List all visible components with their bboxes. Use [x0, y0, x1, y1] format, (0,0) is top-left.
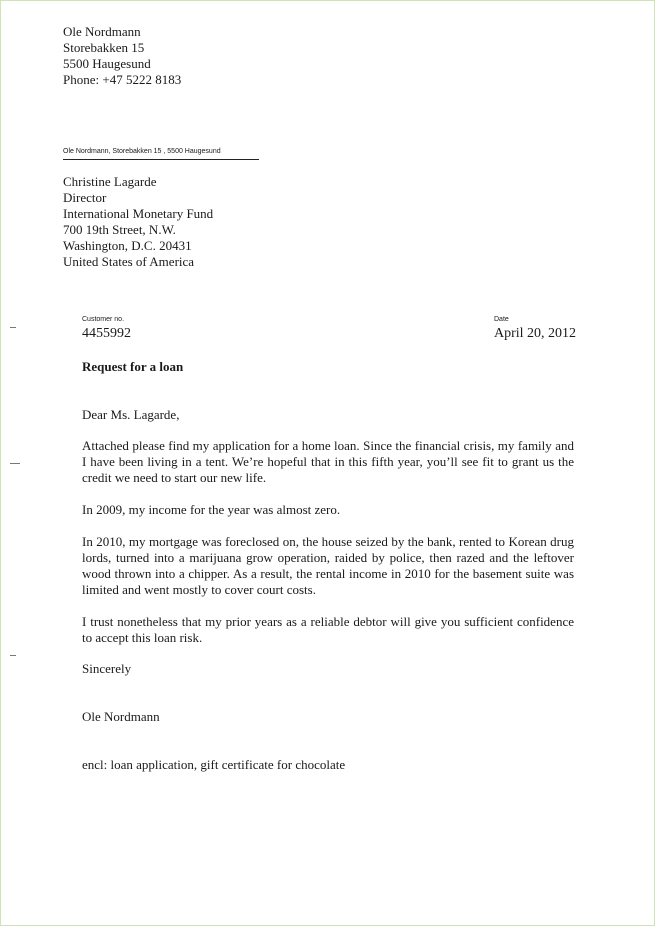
recipient-organization: International Monetary Fund	[63, 206, 214, 221]
closing: Sincerely	[82, 661, 132, 676]
date-value: April 20, 2012	[494, 326, 577, 341]
sender-city: 5500 Haugesund	[63, 56, 151, 71]
body-paragraph: In 2010, my mortgage was foreclosed on, the house seized by the bank, rented to Korean drug lords, turned into a marijuana grow operation, raided by police, then razed and the leftover wood thrown into a chipper. As a result, the rental income in 2010 for the basement suite was limited and went mostly to cover court costs.	[82, 534, 574, 597]
sender-phone: Phone: +47 5222 8183	[63, 72, 182, 87]
fold-mark	[10, 655, 16, 656]
body-paragraph: In 2009, my income for the year was almost zero.	[82, 502, 341, 517]
recipient-name: Christine Lagarde	[63, 174, 157, 189]
recipient-country: United States of America	[63, 254, 195, 269]
return-address-line: Ole Nordmann, Storebakken 15 , 5500 Haugesund	[63, 147, 259, 160]
letter-subject: Request for a loan	[82, 359, 184, 374]
recipient-city: Washington, D.C. 20431	[63, 238, 192, 253]
fold-mark	[10, 327, 16, 328]
enclosure-note: encl: loan application, gift certificate for chocolate	[82, 757, 346, 772]
salutation: Dear Ms. Lagarde,	[82, 407, 180, 422]
sender-street: Storebakken 15	[63, 40, 145, 55]
recipient-street: 700 19th Street, N.W.	[63, 222, 176, 237]
customer-number-value: 4455992	[82, 326, 131, 341]
punch-mark	[10, 463, 20, 464]
sender-address	[63, 24, 181, 88]
date-label: Date	[494, 316, 509, 323]
recipient-title: Director	[63, 190, 107, 205]
sender-name: Ole Nordmann	[63, 24, 141, 39]
customer-number-label: Customer no.	[82, 316, 125, 323]
signature-name: Ole Nordmann	[82, 709, 160, 724]
body-paragraph: I trust nonetheless that my prior years as a reliable debtor will give you sufficient confidence to accept this loan risk.	[82, 614, 574, 645]
recipient-address	[63, 174, 213, 270]
body-paragraph: Attached please find my application for a home loan. Since the financial crisis, my family and I have been living in a tent. We’re hopeful that in this fifth year, you’ll see fit to grant us the credit we need to start our new life.	[82, 438, 574, 485]
